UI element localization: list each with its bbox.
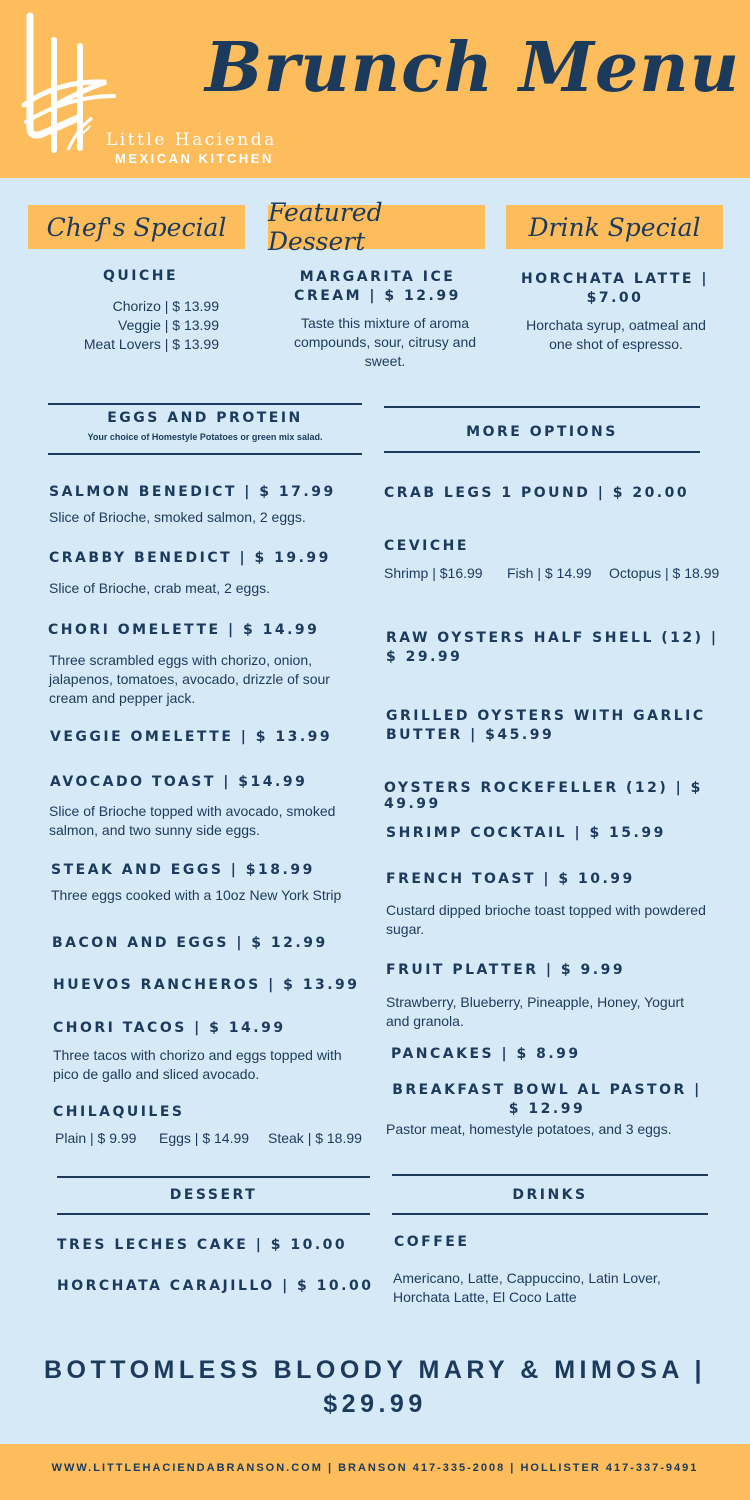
divider <box>48 453 362 455</box>
menu-item-name: BACON AND EGGS | $ 12.99 <box>52 935 328 951</box>
menu-item-option: Steak | $ 18.99 <box>268 1130 362 1146</box>
menu-item-name: FRUIT PLATTER | $ 9.99 <box>386 962 626 978</box>
menu-item-name: CRABBY BENEDICT | $ 19.99 <box>49 550 331 566</box>
chefs-special-tag: Chef's Special <box>28 205 245 249</box>
menu-item-desc: Custard dipped brioche toast topped with powdered sugar. <box>386 902 706 937</box>
dessert-item: TRES LECHES CAKE | $ 10.00 <box>57 1237 348 1253</box>
menu-item-option: Octopus | $ 18.99 <box>609 565 720 581</box>
drinks-heading: DRINKS <box>512 1187 588 1203</box>
menu-item-desc: Slice of Brioche topped with avocado, smoked salmon, and two sunny side eggs. <box>49 803 336 838</box>
menu-item-name: CHILAQUILES <box>53 1104 185 1120</box>
featured-dessert-tag: Featured Dessert <box>268 205 485 249</box>
drink-special-desc: Horchata syrup, oatmeal and one shot of espresso. <box>526 317 706 352</box>
drink-special-tag: Drink Special <box>506 205 723 249</box>
menu-item-desc: Three eggs cooked with a 10oz New York Strip <box>51 887 342 903</box>
bottomless-offer: BOTTOMLESS BLOODY MARY & MIMOSA | $29.99 <box>43 1356 706 1418</box>
menu-item-name: GRILLED OYSTERS WITH GARLIC BUTTER | $45.99 <box>386 708 706 743</box>
menu-item-desc: Slice of Brioche, crab meat, 2 eggs. <box>49 580 270 596</box>
footer-contact: WWW.LITTLEHACIENDABRANSON.COM | BRANSON 417-335-2008 | HOLLISTER 417-337-9491 <box>51 1462 699 1474</box>
menu-item-option: Eggs | $ 14.99 <box>159 1130 250 1146</box>
menu-item-name: OYSTERS ROCKEFELLER (12) | $ 49.99 <box>384 780 703 812</box>
drink-item: COFFEE <box>394 1234 470 1250</box>
menu-item-desc: Pastor meat, homestyle potatoes, and 3 eggs. <box>386 1121 672 1137</box>
divider <box>392 1174 708 1176</box>
menu-item-option: Shrimp | $16.99 <box>384 565 483 581</box>
menu-item-name: FRENCH TOAST | $ 10.99 <box>386 871 635 887</box>
more-section-heading: MORE OPTIONS <box>466 424 618 440</box>
special-option: Meat Lovers | $ 13.99 <box>83 336 219 352</box>
menu-item-name: STEAK AND EGGS | $18.99 <box>51 862 315 878</box>
menu-item-desc: Strawberry, Blueberry, Pineapple, Honey, Yogurt and granola. <box>386 994 685 1029</box>
menu-item-name: CHORI TACOS | $ 14.99 <box>53 1020 286 1036</box>
special-option: Chorizo | $ 13.99 <box>112 298 219 314</box>
drink-special-name: HORCHATA LATTE | $7.00 <box>521 271 709 306</box>
menu-item-name: CEVICHE <box>384 538 469 554</box>
menu-item-name: VEGGIE OMELETTE | $ 13.99 <box>50 729 333 745</box>
divider <box>384 406 700 408</box>
dessert-heading: DESSERT <box>169 1187 258 1203</box>
menu-item-name: SHRIMP COCKTAIL | $ 15.99 <box>386 825 666 841</box>
menu-item-name: BREAKFAST BOWL AL PASTOR | $ 12.99 <box>392 1082 702 1117</box>
divider <box>57 1213 370 1215</box>
menu-item-desc: Three scrambled eggs with chorizo, onion, jalapenos, tomatoes, avocado, drizzle of sour cream and pepper jack. <box>49 652 330 706</box>
divider <box>392 1213 708 1215</box>
dessert-item: HORCHATA CARAJILLO | $ 10.00 <box>57 1278 374 1294</box>
menu-item-name: PANCAKES | $ 8.99 <box>391 1046 581 1062</box>
menu-item-option: Fish | $ 14.99 <box>507 565 592 581</box>
brand-name: Little Hacienda <box>106 130 277 150</box>
menu-item-name: SALMON BENEDICT | $ 17.99 <box>49 484 336 500</box>
divider <box>57 1176 370 1178</box>
menu-title: Brunch Menu <box>205 28 741 108</box>
drink-item-desc: Americano, Latte, Cappuccino, Latin Lover, Horchata Latte, El Coco Latte <box>393 1270 661 1305</box>
menu-item-name: CHORI OMELETTE | $ 14.99 <box>48 622 320 638</box>
divider <box>384 451 700 453</box>
brand-subtitle: MEXICAN KITCHEN <box>115 151 274 166</box>
divider <box>48 403 362 405</box>
menu-item-name: RAW OYSTERS HALF SHELL (12) | $ 29.99 <box>386 630 719 665</box>
menu-item-option: Plain | $ 9.99 <box>55 1130 137 1146</box>
menu-item-desc: Three tacos with chorizo and eggs topped with pico de gallo and sliced avocado. <box>53 1047 342 1082</box>
dessert-special-desc: Taste this mixture of aroma compounds, sour, citrusy and sweet. <box>293 315 477 369</box>
restaurant-logo <box>18 10 118 160</box>
dessert-special-name: MARGARITA ICE CREAM | $ 12.99 <box>294 269 461 304</box>
special-item-name: QUICHE <box>103 268 179 284</box>
eggs-section-note: Your choice of Homestyle Potatoes or green mix salad. <box>87 432 323 442</box>
menu-item-desc: Slice of Brioche, smoked salmon, 2 eggs. <box>49 509 306 525</box>
special-option: Veggie | $ 13.99 <box>118 317 219 333</box>
menu-item-name: CRAB LEGS 1 POUND | $ 20.00 <box>384 485 690 501</box>
eggs-section-heading: EGGS AND PROTEIN <box>107 410 303 426</box>
menu-item-name: AVOCADO TOAST | $14.99 <box>50 774 308 790</box>
menu-item-name: HUEVOS RANCHEROS | $ 13.99 <box>53 977 360 993</box>
